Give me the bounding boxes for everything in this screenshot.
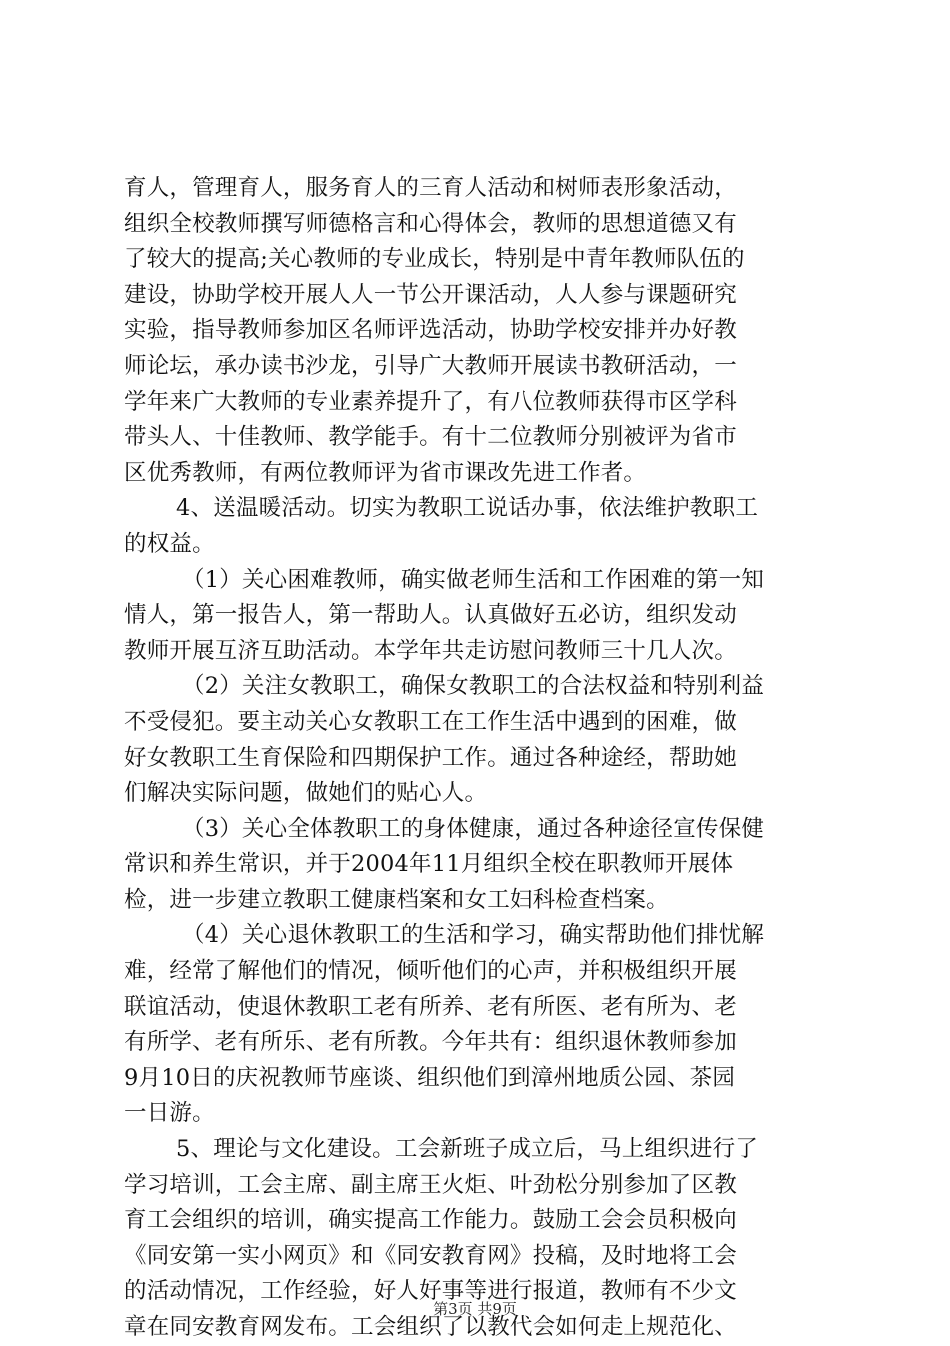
body-text	[124, 171, 836, 1346]
text-line: 好女教职工生育保险和四期保护工作。通过各种途经，帮助她	[124, 744, 737, 771]
text-line: 学年来广大教师的专业素养提升了，有八位教师获得市区学科	[124, 388, 737, 415]
text-line: 检，进一步建立教职工健康档案和女工妇科检查档案。	[124, 886, 669, 913]
text-line: 《同安第一实小网页》和《同安教育网》投稿，及时地将工会	[124, 1242, 737, 1269]
item-heading-line: （4）关心退休教职工的生活和学习，确实帮助他们排忧解	[182, 922, 765, 949]
text-line: 们解决实际问题，做她们的贴心人。	[124, 780, 488, 807]
text-line: 了较大的提高;关心教师的专业成长，特别是中青年教师队伍的	[124, 246, 745, 273]
text-line: 实验，指导教师参加区名师评选活动，协助学校安排并办好教	[124, 317, 737, 344]
text-line: 教师开展互济互助活动。本学年共走访慰问教师三十几人次。	[124, 637, 737, 664]
text-line: 难，经常了解他们的情况，倾听他们的心声，并积极组织开展	[124, 958, 737, 985]
text-line: 一日游。	[124, 1100, 215, 1127]
section-heading-line: 4、送温暖活动。切实为教职工说话办事，依法维护教职工	[176, 495, 759, 522]
section-heading-line: 5、理论与文化建设。工会新班子成立后，马上组织进行了	[176, 1136, 759, 1163]
text-line: 区优秀教师，有两位教师评为省市课改先进工作者。	[124, 459, 647, 486]
text-line: 学习培训，工会主席、副主席王火炬、叶劲松分别参加了区教	[124, 1171, 737, 1198]
item-heading-line: （2）关注女教职工，确保女教职工的合法权益和特别利益	[182, 673, 765, 700]
text-line: 师论坛，承办读书沙龙，引导广大教师开展读书教研活动，一	[124, 352, 737, 379]
text-line: 带头人、十佳教师、教学能手。有十二位教师分别被评为省市	[124, 424, 737, 451]
text-line: 章在同安教育网发布。工会组织了以教代会如何走上规范化、	[124, 1314, 737, 1340]
text-line: 9月10日的庆祝教师节座谈、组织他们到漳州地质公园、茶园	[124, 1064, 736, 1091]
text-line: 的权益。	[124, 530, 215, 557]
text-line: 常识和养生常识，并于2004年11月组织全校在职教师开展体	[124, 851, 734, 878]
text-line: 育人，管理育人，服务育人的三育人活动和树师表形象活动，	[124, 175, 737, 201]
item-heading-line: （1）关心困难教师，确实做老师生活和工作困难的第一知	[182, 566, 765, 593]
item-heading-line: （3）关心全体教职工的身体健康，通过各种途径宣传保健	[182, 815, 765, 842]
text-line: 情人，第一报告人，第一帮助人。认真做好五必访，组织发动	[124, 602, 737, 629]
page-number-footer: 第3页 共9页	[433, 1300, 517, 1318]
text-line: 建设，协助学校开展人人一节公开课活动，人人参与课题研究	[124, 281, 737, 308]
text-line: 的活动情况，工作经验，好人好事等进行报道，教师有不少文	[124, 1278, 737, 1305]
text-line: 不受侵犯。要主动关心女教职工在工作生活中遇到的困难，做	[124, 708, 737, 735]
text-line: 育工会组织的培训，确实提高工作能力。鼓励工会会员积极向	[124, 1207, 737, 1234]
text-line: 联谊活动，使退休教职工老有所养、老有所医、老有所为、老	[124, 993, 737, 1020]
text-line: 组织全校教师撰写师德格言和心得体会，教师的思想道德又有	[124, 210, 737, 237]
text-line: 有所学、老有所乐、老有所教。今年共有：组织退休教师参加	[124, 1029, 737, 1056]
